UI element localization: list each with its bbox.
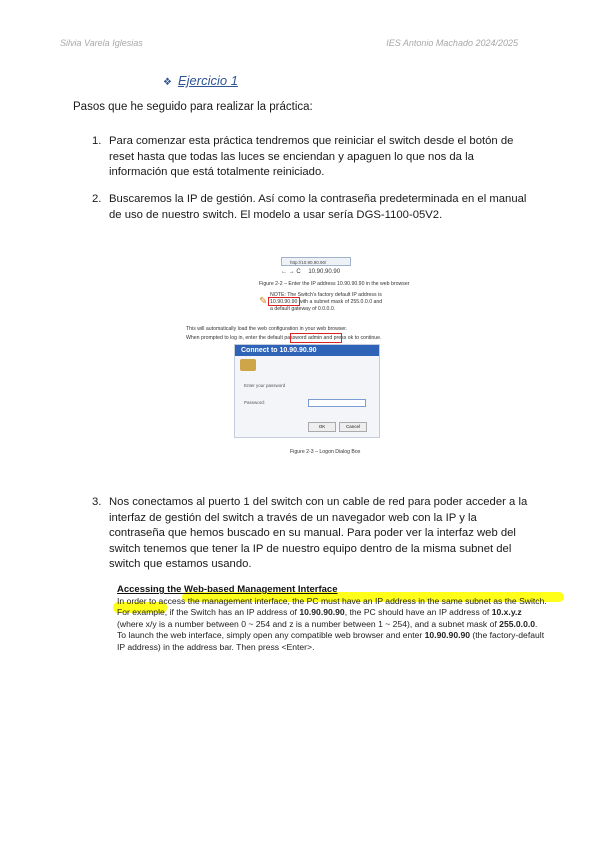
excerpt-heading: Accessing the Web-based Management Interface [117,584,338,595]
cancel-button: Cancel [339,422,367,432]
header-author: Silvia Varela Iglesias [60,38,143,48]
key-logo-icon [240,359,256,371]
figure-body-line-2: When prompted to log in, enter the default password admin and press ok to continue. [186,335,382,341]
step-number: 3. [92,496,102,508]
address-text: 10.90.90.90 [308,269,341,275]
step-2 [92,192,532,223]
excerpt-text: In order to access the management interface, the PC must have an IP address in the same subnet as the Switch. For example, if the Switch has an IP address of [117,596,547,618]
step-3 [92,495,532,573]
section-title-text: Ejercicio 1 [177,73,238,88]
browser-address-bar [281,267,381,278]
step-text: Nos conectamos al puerto 1 del switch con un cable de red para poder acceder a la interfaz de gestión del switch a través de un navegador web con la IP y la contraseña que hemos buscado en su manual. Para poder ver la interfaz web del switch tenemos que tener la IP de nuestro equipo dentro de la misma subnet del switch que estamos usando. [109,496,528,570]
step-text: Para comenzar esta práctica tendremos que reiniciar el switch desde el botón de reset hasta que todas las luces se enciendan y apaguen lo que nos da la información que está totalmente reiniciado. [109,135,514,178]
step-number: 1. [92,135,102,147]
diamond-bullet-icon: ❖ [163,77,172,88]
browser-tab: http://10.90.90.90/ [281,257,351,266]
excerpt-bold: 10.90.90.90 [299,607,345,618]
section-title [163,73,238,88]
ok-button: OK [308,422,336,432]
excerpt-bold: 10.90.90.90 [424,630,471,641]
figure-body-line-1: This will automatically load the web configuration in your web browser. [186,326,348,332]
excerpt-text: . To launch the web interface, simply open any compatible web browser and enter [117,618,538,641]
login-title: Connect to 10.90.90.90 [235,345,379,356]
note-line-2: 10.90.90.90 with a subnet mask of 255.0.0.0 and [270,299,383,305]
excerpt-text: , the PC should have an IP address of [344,607,492,618]
login-dialog [234,344,380,438]
password-field [308,399,366,407]
excerpt-text: (where x/y is a number between 0 ~ 254 and z is a number between 1 ~ 254), and a subnet mask of [117,618,500,629]
note-line-1: NOTE: The Switch's factory default IP address is [270,292,382,298]
step-text: Buscaremos la IP de gestión. Así como la contraseña predeterminada en el manual de uso de nuestro switch. El modelo a usar sería DGS-1100-05V2. [109,193,527,221]
excerpt-bold: 10.x.y.z [491,607,522,618]
figure-caption-b: Figure 2-3 – Logon Dialog Box [290,449,361,455]
login-prompt: Enter your password [244,383,286,388]
step-1 [92,134,532,181]
nav-arrows-icon: ← → C [281,269,301,275]
excerpt-bold: 255.0.0.0 [499,618,536,629]
password-label: Password: [244,400,266,405]
figure-caption-a: Figure 2-2 – Enter the IP address 10.90.90.90 in the web browser [259,281,410,287]
step-number: 2. [92,193,102,205]
header-school: IES Antonio Machado 2024/2025 [386,38,518,48]
ip-highlight-box [268,297,300,306]
manual-figure-2 [117,584,547,653]
note-line-3: a default gateway of 0.0.0.0. [270,306,336,312]
note-pencil-icon: ✎ [259,296,268,307]
excerpt-paragraph [117,596,547,653]
intro-text: Pasos que he seguido para realizar la práctica: [73,101,313,113]
password-highlight-box [290,333,342,343]
excerpt-text: (the factory-default IP address) in the address bar. Then press <Enter>. [117,630,545,652]
